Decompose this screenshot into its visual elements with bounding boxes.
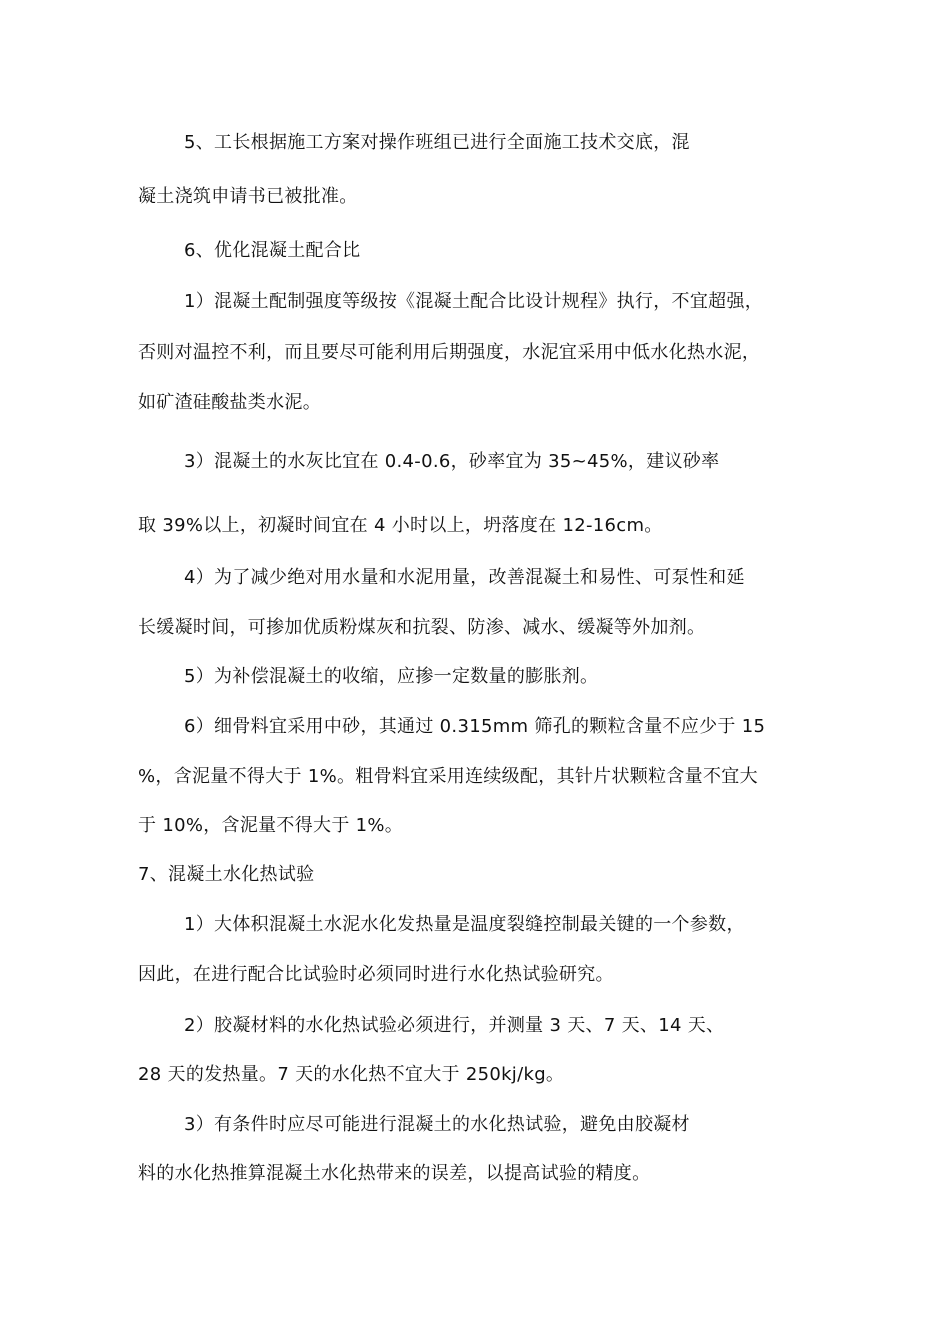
text-line: 否则对温控不利，而且要尽可能利用后期强度，水泥宜采用中低水化热水泥，	[138, 342, 761, 363]
text-line: 4）为了减少绝对用水量和水泥用量，改善混凝土和易性、可泵性和延	[184, 567, 745, 588]
text-line: 5）为补偿混凝土的收缩，应掺一定数量的膨胀剂。	[184, 666, 599, 687]
text-line: 如矿渣硅酸盐类水泥。	[138, 392, 321, 413]
text-line: 3）有条件时应尽可能进行混凝土的水化热试验，避免由胶凝材	[184, 1114, 690, 1135]
text-line: 料的水化热推算混凝土水化热带来的误差，以提高试验的精度。	[138, 1163, 651, 1184]
text-line: %，含泥量不得大于 1%。粗骨料宜采用连续级配，其针片状颗粒含量不宜大	[138, 766, 758, 787]
text-line: 长缓凝时间，可掺加优质粉煤灰和抗裂、防渗、减水、缓凝等外加剂。	[138, 617, 706, 638]
text-line: 6）细骨料宜采用中砂，其通过 0.315mm 筛孔的颗粒含量不应少于 15	[184, 716, 766, 737]
text-line: 5、工长根据施工方案对操作班组已进行全面施工技术交底，混	[184, 132, 690, 153]
text-line: 2）胶凝材料的水化热试验必须进行，并测量 3 天、7 天、14 天、	[184, 1015, 725, 1036]
section-heading: 6、优化混凝土配合比	[184, 240, 361, 261]
text-line: 1）大体积混凝土水泥水化发热量是温度裂缝控制最关键的一个参数，	[184, 914, 745, 935]
text-line: 3）混凝土的水灰比宜在 0.4-0.6，砂率宜为 35~45%，建议砂率	[184, 451, 720, 472]
section-heading: 7、混凝土水化热试验	[138, 864, 315, 885]
text-line: 1）混凝土配制强度等级按《混凝土配合比设计规程》执行，不宜超强，	[184, 291, 764, 312]
text-line: 28 天的发热量。7 天的水化热不宜大于 250kj/kg。	[138, 1064, 565, 1085]
text-line: 因此，在进行配合比试验时必须同时进行水化热试验研究。	[138, 964, 614, 985]
text-line: 于 10%，含泥量不得大于 1%。	[138, 815, 404, 836]
text-line: 取 39%以上，初凝时间宜在 4 小时以上，坍落度在 12-16cm。	[138, 515, 663, 536]
text-line: 凝土浇筑申请书已被批准。	[138, 186, 358, 207]
